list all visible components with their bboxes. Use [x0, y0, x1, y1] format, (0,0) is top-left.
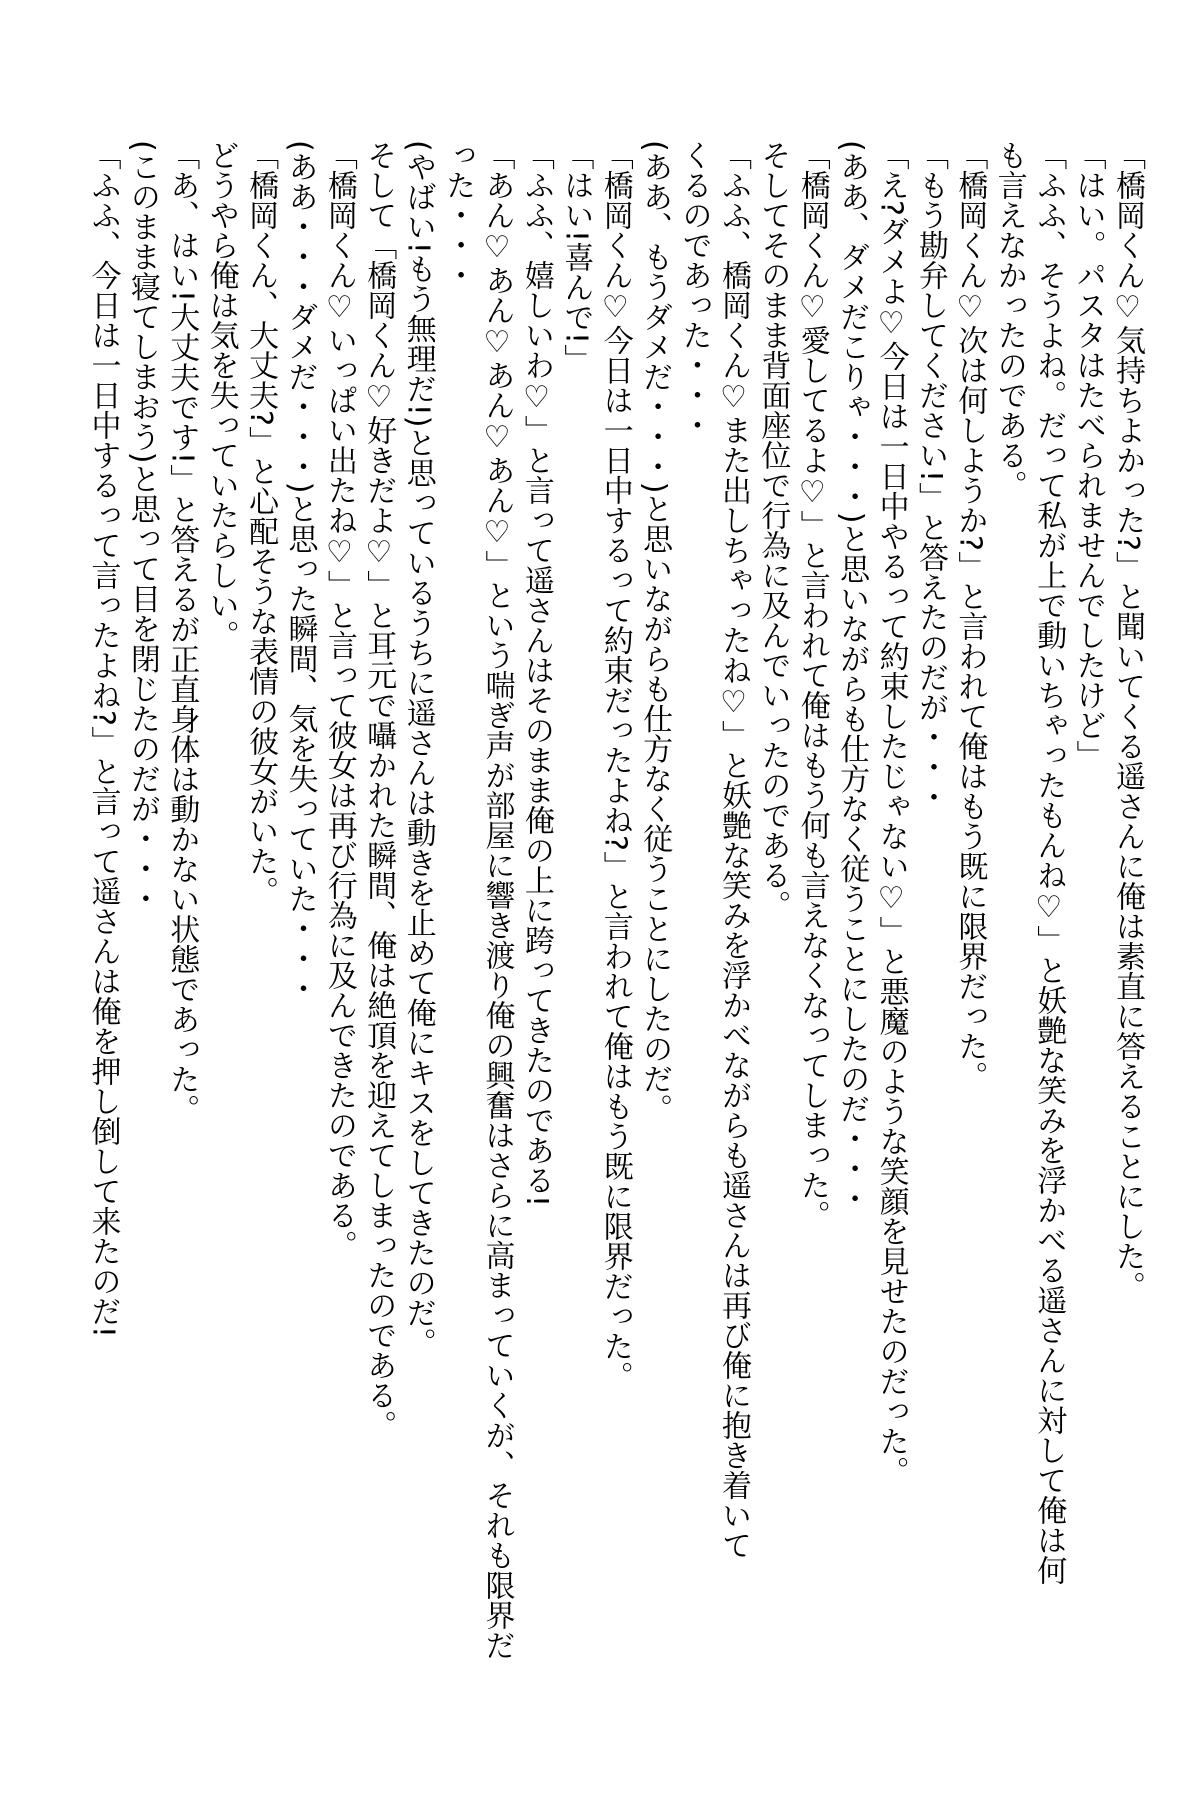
text-line: 「ふふ、今日は一日中するって言ったよね?」と言って遥さんは俺を押し倒して来たのだ! [85, 140, 121, 1338]
text-line: 「もう勘弁してください!」と答えたのだが・・・ [912, 140, 948, 813]
text-line: 「ふふ、橋岡くん♡また出しちゃったね♡」と妖艶な笑みを浮かべながらも遥さんは再び俺に抱き着いて [715, 140, 751, 1560]
text-line: くるのであった・・・ [676, 140, 712, 440]
text-line: った・・・ [440, 140, 476, 290]
text-line: 「あん♡あん♡あん♡あん♡」という喘ぎ声が部屋に響き渡り俺の興奮はさらに高まっていくが、それも限界だ [479, 140, 515, 1660]
text-line: も言えなかったのである。 [991, 140, 1027, 500]
text-line: (このまま寝てしまおう)と思って目を閉じたのだが・・・ [124, 140, 160, 914]
text-line: 「ふふ、嬉しいわ♡」と言って遥さんはそのまま俺の上に跨ってきたのである! [518, 140, 554, 1208]
text-line: 「橋岡くん♡愛してるよ♡」と言われて俺はもう何も言えなくなってしまった。 [794, 140, 830, 1230]
text-line: そしてそのまま背面座位で行為に及んでいったのである。 [755, 140, 791, 920]
text-line: 「橋岡くん♡次は何しようか?」と言われて俺はもう既に限界だった。 [952, 140, 988, 1091]
text-line: 「あ、はい!大丈夫です!」と答えるが正直身体は動かない状態であった。 [164, 140, 200, 1125]
text-line: 「ふふ、そうよね。だって私が上で動いちゃったもんね♡」と妖艶な笑みを浮かべる遥さんに対して俺は何 [1031, 140, 1067, 1585]
text-line: (ああ・・・ダメだ・・・)と思った瞬間、気を失っていた・・・ [282, 140, 318, 1004]
text-line: そして「橋岡くん♡好きだよ♡」と耳元で囁かれた瞬間、俺は絶頂を迎えてしまったのである。 [361, 140, 397, 1440]
text-line: (やばい!もう無理だ!)と思っているうちに遥さんは動きを止めて俺にキスをしてきたのだ。 [400, 140, 436, 1358]
text-line: 「橋岡くん♡今日は一日中するって約束だったよね?」と言われて俺はもう既に限界だった。 [597, 140, 633, 1391]
text-line: 「橋岡くん♡気持ちよかった?」と聞いてくる遥さんに俺は素直に答えることにした。 [1110, 140, 1145, 1301]
text-line: (ああ、もうダメだ・・・)と思いながらも仕方なく従うことにしたのだ。 [637, 140, 673, 1124]
vertical-text-page [83, 140, 1147, 1660]
text-line: 「え?ダメよ♡今日は一日中やるって約束したじゃない♡」と悪魔のような笑顔を見せたのだった。 [873, 140, 909, 1486]
text-line: (ああ、ダメだこりゃ・・・)と思いながらも仕方なく従うことにしたのだ・・・ [834, 140, 870, 1214]
text-line: 「橋岡くん♡いっぱい出たね♡」と言って彼女は再び行為に及んできたのである。 [321, 140, 357, 1260]
text-line: どうやら俺は気を失っていたらしい。 [203, 140, 239, 650]
text-line: 「橋岡くん、大丈夫?」と心配そうな表情の彼女がいた。 [243, 140, 279, 906]
text-line: 「はい!喜んで!」 [558, 140, 594, 375]
text-line: 「はい。パスタはたべられませんでしたけど」 [1070, 140, 1106, 770]
